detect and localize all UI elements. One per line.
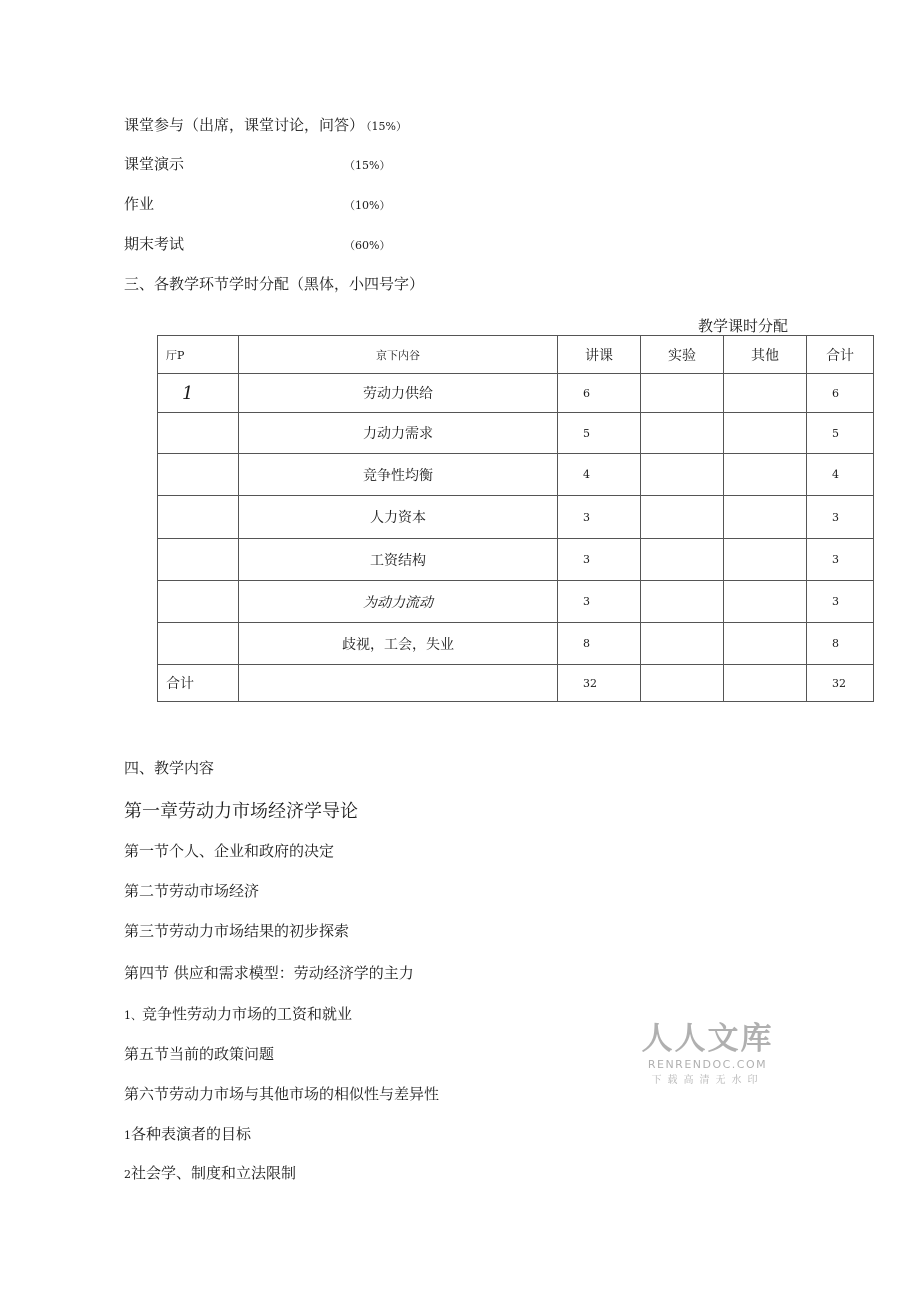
item-text: 社会学、制度和立法限制 [131, 1164, 297, 1182]
row-index [158, 496, 239, 539]
hours-table [157, 335, 874, 702]
content-item: 第三节劳动力市场结果的初步探索 [124, 922, 350, 940]
content-item: 第二节劳动市场经济 [124, 882, 260, 900]
row-content: 为动力流动 [239, 581, 558, 623]
row-total: 3 [807, 581, 874, 623]
watermark-tagline: 下载高清无水印 [651, 1075, 764, 1086]
row-other [724, 454, 807, 496]
total-label: 合计 [158, 665, 239, 702]
item-number: 2 [124, 1168, 131, 1181]
total-lab [641, 665, 724, 702]
grading-item-participation [124, 114, 407, 135]
row-lecture: 6 [558, 374, 641, 413]
section4-heading: 四、教学内容 [124, 759, 215, 777]
table-caption: 教学课时分配 [698, 317, 789, 335]
grading-label: 课堂演示 [124, 155, 185, 173]
content-item-numbered [124, 1123, 251, 1144]
table-row [158, 374, 874, 413]
row-other [724, 623, 807, 665]
row-total: 5 [807, 413, 874, 454]
row-lecture: 4 [558, 454, 641, 496]
content-item-numbered [124, 1162, 296, 1183]
row-lab [641, 454, 724, 496]
header-index: 厅P [158, 336, 239, 374]
row-lab [641, 413, 724, 454]
row-lecture: 3 [558, 581, 641, 623]
row-other [724, 374, 807, 413]
table-row [158, 413, 874, 454]
row-lecture: 8 [558, 623, 641, 665]
row-content: 竞争性均衡 [239, 454, 558, 496]
row-index [158, 623, 239, 665]
grading-label: 期末考试 [124, 235, 185, 253]
total-other [724, 665, 807, 702]
total-lecture: 32 [558, 665, 641, 702]
watermark-domain: RENRENDOC.COM [647, 1058, 768, 1071]
row-lab [641, 539, 724, 581]
row-index [158, 581, 239, 623]
grading-pct: （10%） [344, 199, 391, 212]
row-content: 力动力需求 [239, 413, 558, 454]
grading-pct: （15%） [366, 120, 407, 133]
grading-item-final-exam [124, 233, 184, 254]
table-row [158, 581, 874, 623]
section3-heading: 三、各教学环节学时分配（黑体，小四号字） [124, 275, 425, 293]
watermark [640, 1013, 775, 1086]
total-total: 32 [807, 665, 874, 702]
item-text: 竞争性劳动力市场的工资和就业 [142, 1005, 353, 1023]
total-content [239, 665, 558, 702]
row-lab [641, 496, 724, 539]
header-other: 其他 [724, 336, 807, 374]
grading-label: 课堂参与（出席，课堂讨论，问答） [124, 116, 365, 134]
table-row [158, 496, 874, 539]
grading-pct: （15%） [344, 159, 391, 172]
row-lecture: 3 [558, 496, 641, 539]
row-lecture: 3 [558, 539, 641, 581]
row-other [724, 413, 807, 454]
chapter-title: 第一章劳动力市场经济学导论 [124, 801, 358, 822]
header-lecture: 讲课 [558, 336, 641, 374]
row-content: 歧视，工会，失业 [239, 623, 558, 665]
item-text: 各种表演者的目标 [131, 1125, 252, 1143]
row-lecture: 5 [558, 413, 641, 454]
content-item: 第六节劳动力市场与其他市场的相似性与差异性 [124, 1085, 440, 1103]
row-index [158, 454, 239, 496]
grading-item-presentation [124, 153, 184, 174]
row-total: 3 [807, 496, 874, 539]
header-content: 京下内谷 [239, 336, 558, 374]
grading-item-homework [124, 193, 154, 214]
content-item: 第五节当前的政策问题 [124, 1045, 275, 1063]
table-header-row [158, 336, 874, 374]
row-other [724, 539, 807, 581]
content-item: 第四节 供应和需求模型：劳动经济学的主力 [124, 964, 414, 982]
table-row [158, 454, 874, 496]
content-item-numbered [124, 1003, 352, 1024]
table-row [158, 623, 874, 665]
row-index [158, 413, 239, 454]
row-content: 人力资本 [239, 496, 558, 539]
row-lab [641, 374, 724, 413]
grading-pct: （60%） [344, 239, 391, 252]
item-number: 1、 [124, 1009, 142, 1022]
row-total: 3 [807, 539, 874, 581]
table-row [158, 539, 874, 581]
header-lab: 实验 [641, 336, 724, 374]
table-total-row [158, 665, 874, 702]
content-item: 第一节个人、企业和政府的决定 [124, 842, 335, 860]
row-total: 4 [807, 454, 874, 496]
header-total: 合计 [807, 336, 874, 374]
row-content: 劳动力供给 [239, 374, 558, 413]
row-total: 8 [807, 623, 874, 665]
row-other [724, 581, 807, 623]
row-lab [641, 623, 724, 665]
grading-label: 作业 [124, 195, 155, 213]
row-total: 6 [807, 374, 874, 413]
row-content: 工资结构 [239, 539, 558, 581]
item-number: 1 [124, 1129, 131, 1142]
row-other [724, 496, 807, 539]
row-index [158, 539, 239, 581]
row-index: 1 [158, 374, 239, 413]
watermark-logo-text: 人人文库 [641, 1021, 774, 1057]
row-lab [641, 581, 724, 623]
